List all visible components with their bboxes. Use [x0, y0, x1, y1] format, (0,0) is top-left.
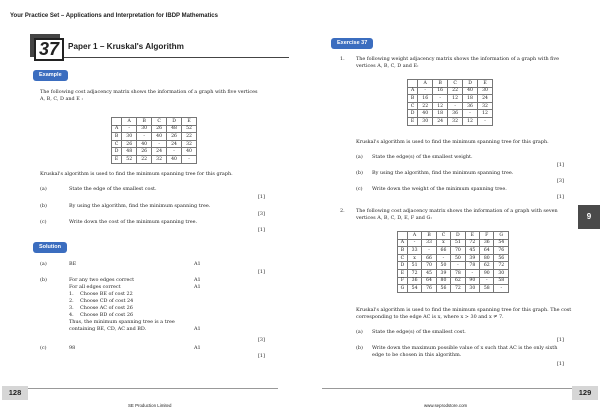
example-matrix-cell: - — [122, 125, 137, 133]
q2-matrix-cell: - — [422, 247, 436, 255]
q2-number: 2. — [340, 208, 345, 214]
q2-matrix-row — [398, 247, 509, 255]
example-matrix-row-label: D — [112, 148, 122, 156]
example-matrix-cell: 32 — [152, 155, 167, 163]
q2-matrix-cell: 58 — [480, 285, 494, 293]
q1-matrix-row-label: C — [408, 102, 418, 110]
example-matrix-cell: - — [137, 133, 152, 141]
q2-matrix-cell: 45 — [465, 247, 479, 255]
q1-matrix-cell: 18 — [433, 110, 448, 118]
example-matrix-row-label: E — [112, 155, 122, 163]
q2-matrix-header-row — [398, 232, 509, 240]
q1-part-c-mark: [1] — [557, 194, 564, 200]
q2-matrix-cell: 50 — [436, 262, 450, 270]
q1-matrix-cell: 40 — [463, 87, 478, 95]
q2-matrix-row-label: G — [398, 285, 408, 293]
right-page-number: 129 — [572, 386, 598, 400]
chapter-title: Paper 1 – Kruskal's Algorithm — [68, 42, 184, 51]
example-matrix-cell: 30 — [122, 133, 137, 141]
q2-part-a-text: State the edge(s) of the smallest cost. — [372, 329, 466, 335]
solution-b-step-3-text: Choose AC of cost 26 — [80, 305, 133, 311]
q1-statement: Kruskal's algorithm is used to find the minimum spanning tree for this graph. — [356, 139, 549, 145]
q1-matrix-row — [408, 95, 493, 103]
q2-matrix-row — [398, 262, 509, 270]
solution-c-award: A1 — [194, 345, 201, 351]
q1-matrix-cell: 24 — [478, 95, 493, 103]
q1-part-c-label: (c) — [356, 186, 363, 192]
example-matrix-row — [112, 140, 197, 148]
solution-b-step-2-text: Choose CD of cost 24 — [80, 298, 134, 304]
solution-b-conclusion-2: containing BE, CD, AC and BD. — [69, 326, 147, 332]
running-header: Your Practice Set – Applications and Interpretation for IBDP Mathematics — [10, 13, 218, 19]
q2-matrix-cell: - — [451, 262, 465, 270]
q1-matrix-cell: 36 — [463, 102, 478, 110]
q2-matrix-header-cell: E — [465, 232, 479, 240]
q2-matrix-cell: x — [436, 239, 450, 247]
solution-a-label: (a) — [40, 261, 47, 267]
q2-matrix-header-cell — [398, 232, 408, 240]
q2-part-b-label: (b) — [356, 345, 363, 351]
q1-matrix-cell: 30 — [418, 117, 433, 125]
q2-matrix-cell: 62 — [451, 277, 465, 285]
q2-matrix-cell: 39 — [465, 254, 479, 262]
q1-matrix-cell: 18 — [463, 95, 478, 103]
q2-matrix-cell: 70 — [422, 262, 436, 270]
solution-c-mark: [1] — [258, 353, 265, 359]
q1-matrix-cell: 36 — [448, 110, 463, 118]
q1-matrix-row — [408, 87, 493, 95]
example-matrix-row-label: A — [112, 125, 122, 133]
q2-statement-line-1: Kruskal's algorithm is used to find the minimum spanning tree for this graph. The cost — [356, 307, 572, 313]
q1-matrix-cell: 32 — [448, 117, 463, 125]
example-part-c-label: (c) — [40, 219, 47, 225]
example-part-b-label: (b) — [40, 203, 47, 209]
q2-matrix-cell: 66 — [436, 247, 450, 255]
q1-matrix-cell: 22 — [448, 87, 463, 95]
q2-matrix-cell: - — [480, 277, 494, 285]
q1-matrix-cell: - — [433, 95, 448, 103]
q2-matrix-cell: 64 — [480, 247, 494, 255]
example-intro-line-1: The following cost adjacency matrix shows the information of a graph with five vertices — [40, 89, 258, 95]
example-matrix-header-cell: C — [152, 118, 167, 126]
q2-matrix-header-cell: F — [480, 232, 494, 240]
q1-matrix-cell: - — [448, 102, 463, 110]
q1-matrix-cell: 12 — [463, 117, 478, 125]
solution-a-award: A1 — [194, 261, 201, 267]
solution-b-conclusion-1: Thus, the minimum spanning tree is a tree — [69, 319, 175, 325]
q1-matrix-cell: 30 — [478, 87, 493, 95]
website-url: www.seprodstore.com — [424, 403, 468, 408]
example-matrix-cell: 40 — [182, 148, 197, 156]
example-part-a-label: (a) — [40, 186, 47, 192]
q1-matrix-row-label: A — [408, 87, 418, 95]
q1-part-b-text: By using the algorithm, find the minimum spanning tree. — [372, 170, 514, 176]
q1-matrix-header-row — [408, 80, 493, 88]
q2-matrix-header-cell: B — [422, 232, 436, 240]
example-matrix-cell: 24 — [152, 148, 167, 156]
example-matrix-row — [112, 155, 197, 163]
q1-part-c-text: Write down the weight of the minimum spanning tree. — [372, 186, 507, 192]
q1-number: 1. — [340, 56, 345, 62]
q2-matrix-cell: 72 — [494, 262, 509, 270]
chapter-number: 37 — [34, 38, 64, 61]
example-matrix-header-cell: E — [182, 118, 197, 126]
q1-matrix-header-cell: A — [418, 80, 433, 88]
example-matrix-cell: 26 — [122, 140, 137, 148]
q2-matrix-row — [398, 277, 509, 285]
q2-matrix-row-label: A — [398, 239, 408, 247]
solution-b-mark: [3] — [258, 337, 265, 343]
solution-b-step-1-text: Choose BE of cost 22 — [80, 291, 133, 297]
example-statement: Kruskal's algorithm is used to find the minimum spanning tree for this graph. — [40, 171, 233, 177]
q1-matrix-cell: - — [463, 110, 478, 118]
q2-matrix-row — [398, 254, 509, 262]
q2-matrix-cell: 54 — [407, 285, 421, 293]
example-matrix-header-cell: B — [137, 118, 152, 126]
example-matrix-cell: 22 — [182, 133, 197, 141]
q2-matrix-row-label: D — [398, 262, 408, 270]
example-matrix-cell: - — [182, 155, 197, 163]
example-cost-matrix — [111, 117, 197, 164]
q2-part-a-label: (a) — [356, 329, 363, 335]
q1-matrix-header-cell: D — [463, 80, 478, 88]
q1-matrix-cell: 12 — [448, 95, 463, 103]
q2-matrix-cell: - — [465, 269, 479, 277]
chapter-underline — [64, 57, 289, 58]
q2-matrix-row — [398, 239, 509, 247]
q2-matrix-cell: 50 — [451, 254, 465, 262]
q2-matrix-cell: 36 — [407, 277, 421, 285]
q1-matrix-cell: 12 — [433, 102, 448, 110]
example-part-b-mark: [3] — [258, 211, 265, 217]
q1-matrix-header-cell — [408, 80, 418, 88]
example-matrix-header-cell: A — [122, 118, 137, 126]
q2-matrix-cell: 62 — [480, 262, 494, 270]
q2-matrix-header-cell: G — [494, 232, 509, 240]
q2-matrix-cell: 80 — [480, 254, 494, 262]
footer-rule-left — [28, 388, 278, 389]
left-page-number: 128 — [2, 386, 28, 400]
example-matrix-row-label: C — [112, 140, 122, 148]
q2-matrix-cell: 78 — [465, 262, 479, 270]
q2-matrix-cell: 33 — [407, 247, 421, 255]
q2-matrix-row-label: B — [398, 247, 408, 255]
q2-matrix-cell: - — [407, 239, 421, 247]
q2-matrix-cell: 80 — [436, 277, 450, 285]
example-matrix-header-cell: D — [167, 118, 182, 126]
q2-intro-line-1: The following cost adjacency matrix shows the information of a graph with seven — [356, 208, 558, 214]
example-part-c-text: Write down the cost of the minimum spanning tree. — [69, 219, 198, 225]
example-matrix-row-label: B — [112, 133, 122, 141]
q2-matrix-cell: 33 — [422, 239, 436, 247]
q1-intro-line-1: The following weight adjacency matrix shows the information of a graph with five — [356, 56, 560, 62]
q2-matrix-row-label: F — [398, 277, 408, 285]
chapter-side-tab: 9 — [578, 205, 600, 229]
example-matrix-cell: 40 — [152, 133, 167, 141]
solution-a-mark: [1] — [258, 269, 265, 275]
example-matrix-cell: 24 — [167, 140, 182, 148]
example-part-b-text: By using the algorithm, find the minimum spanning tree. — [69, 203, 211, 209]
solution-b-line1: For any two edges correct — [69, 277, 135, 283]
exercise-label: Exercise 37 — [331, 38, 373, 49]
solution-b-step-4-num: 4. — [69, 312, 74, 318]
q2-matrix-header-cell: D — [451, 232, 465, 240]
solution-b-line2-award: A1 — [194, 284, 201, 290]
example-matrix-cell: 52 — [122, 155, 137, 163]
q1-matrix-header-cell: B — [433, 80, 448, 88]
example-matrix-cell: 26 — [137, 148, 152, 156]
example-matrix-cell: 26 — [152, 125, 167, 133]
example-matrix-row — [112, 148, 197, 156]
example-part-a-text: State the edge of the smallest cost. — [69, 186, 157, 192]
q1-matrix-cell: 16 — [418, 95, 433, 103]
solution-b-step-1-num: 1. — [69, 291, 74, 297]
q2-matrix-cell: 72 — [451, 285, 465, 293]
q2-matrix-row-label: E — [398, 269, 408, 277]
q1-matrix-header-cell: C — [448, 80, 463, 88]
q1-matrix-cell: 40 — [418, 110, 433, 118]
solution-b-step-3-num: 3. — [69, 305, 74, 311]
example-intro-line-2: A, B, C, D and E : — [40, 96, 84, 102]
q1-matrix-row — [408, 102, 493, 110]
q2-matrix-cell: 30 — [494, 269, 509, 277]
example-matrix-cell: 22 — [137, 155, 152, 163]
example-matrix-cell: - — [152, 140, 167, 148]
q2-matrix-cell: 90 — [480, 269, 494, 277]
q2-part-b-text-1: Write down the maximum possible value of x such that AC is the only sixth — [372, 345, 558, 351]
solution-b-line1-award: A1 — [194, 277, 201, 283]
example-matrix-cell: 40 — [167, 155, 182, 163]
example-matrix-cell: 30 — [137, 125, 152, 133]
q1-matrix-cell: - — [418, 87, 433, 95]
q1-matrix-cell: 12 — [478, 110, 493, 118]
q1-part-b-mark: [3] — [557, 178, 564, 184]
q2-matrix-cell: 64 — [422, 277, 436, 285]
q1-matrix-header-cell: E — [478, 80, 493, 88]
solution-c-label: (c) — [40, 345, 47, 351]
q2-matrix-cell: 30 — [465, 285, 479, 293]
q2-matrix-cell: 39 — [436, 269, 450, 277]
q1-matrix-cell: 22 — [418, 102, 433, 110]
example-matrix-cell: 32 — [182, 140, 197, 148]
footer-rule-right — [322, 388, 572, 389]
example-matrix-cell: 48 — [167, 125, 182, 133]
q2-matrix-cell: 66 — [422, 254, 436, 262]
q2-matrix-cell: 76 — [422, 285, 436, 293]
q1-matrix-row-label: D — [408, 110, 418, 118]
solution-b-label: (b) — [40, 277, 47, 283]
q2-matrix-cell: 54 — [494, 239, 509, 247]
solution-a-answer: BE — [69, 261, 77, 267]
example-matrix-row — [112, 125, 197, 133]
q1-matrix-cell: 16 — [433, 87, 448, 95]
q2-matrix-cell: 76 — [494, 247, 509, 255]
q2-matrix-cell: - — [436, 254, 450, 262]
q2-matrix-cell: 72 — [465, 239, 479, 247]
q2-matrix-cell: 70 — [451, 247, 465, 255]
solution-c-answer: 98 — [69, 345, 76, 351]
q1-matrix-row-label: E — [408, 117, 418, 125]
solution-b-step-4-text: Choose BD of cost 26 — [80, 312, 134, 318]
q1-matrix-cell: 32 — [478, 102, 493, 110]
q1-matrix-cell: 24 — [433, 117, 448, 125]
example-matrix-cell: - — [167, 148, 182, 156]
q1-matrix-row — [408, 110, 493, 118]
q2-part-b-text-2: edge to be chosen in this algorithm. — [372, 352, 462, 358]
solution-b-step-2-num: 2. — [69, 298, 74, 304]
q2-matrix-cell: 36 — [480, 239, 494, 247]
q2-part-b-mark: [1] — [557, 361, 564, 367]
q1-matrix-cell: - — [478, 117, 493, 125]
q1-matrix-row — [408, 117, 493, 125]
q2-matrix-cell: 58 — [494, 277, 509, 285]
q1-part-a-mark: [1] — [557, 162, 564, 168]
example-matrix-header-row — [112, 118, 197, 126]
q2-statement-line-2: corresponding to the edge AC is x, where x > 30 and x ≠ 7. — [356, 314, 504, 320]
q2-matrix-cell: 51 — [451, 239, 465, 247]
q1-part-b-label: (b) — [356, 170, 363, 176]
q2-matrix-cell: 45 — [422, 269, 436, 277]
q2-matrix-header-cell: A — [407, 232, 421, 240]
q2-matrix-cell: 78 — [451, 269, 465, 277]
q2-matrix-row — [398, 285, 509, 293]
q2-matrix-cell: x — [407, 254, 421, 262]
solution-b-conclusion-award: A1 — [194, 326, 201, 332]
q2-matrix-cell: 56 — [436, 285, 450, 293]
q1-part-a-text: State the edge(s) of the smallest weight. — [372, 154, 473, 160]
q1-part-a-label: (a) — [356, 154, 363, 160]
q2-matrix-cell: 72 — [407, 269, 421, 277]
q2-matrix-row — [398, 269, 509, 277]
q2-part-a-mark: [1] — [557, 337, 564, 343]
publisher-name: SE Production Limited — [128, 403, 172, 408]
q1-weight-matrix — [407, 79, 493, 126]
example-matrix-cell: 48 — [122, 148, 137, 156]
q2-cost-matrix — [397, 231, 509, 293]
q1-intro-line-2: vertices A, B, C, D and E: — [356, 63, 419, 69]
example-matrix-cell: 52 — [182, 125, 197, 133]
example-matrix-header-cell — [112, 118, 122, 126]
q2-matrix-cell: 56 — [494, 254, 509, 262]
example-label: Example — [33, 70, 68, 81]
q2-matrix-header-cell: C — [436, 232, 450, 240]
solution-label: Solution — [33, 242, 67, 253]
q2-matrix-cell: 51 — [407, 262, 421, 270]
solution-b-line2: For all edges correct — [69, 284, 121, 290]
q2-matrix-row-label: C — [398, 254, 408, 262]
example-matrix-cell: 40 — [137, 140, 152, 148]
q2-matrix-cell: - — [494, 285, 509, 293]
example-matrix-row — [112, 133, 197, 141]
example-matrix-cell: 26 — [167, 133, 182, 141]
q1-matrix-row-label: B — [408, 95, 418, 103]
example-part-a-mark: [1] — [258, 194, 265, 200]
example-part-c-mark: [1] — [258, 227, 265, 233]
q2-matrix-cell: 90 — [465, 277, 479, 285]
q2-intro-line-2: vertices A, B, C, D, E, F and G: — [356, 215, 433, 221]
